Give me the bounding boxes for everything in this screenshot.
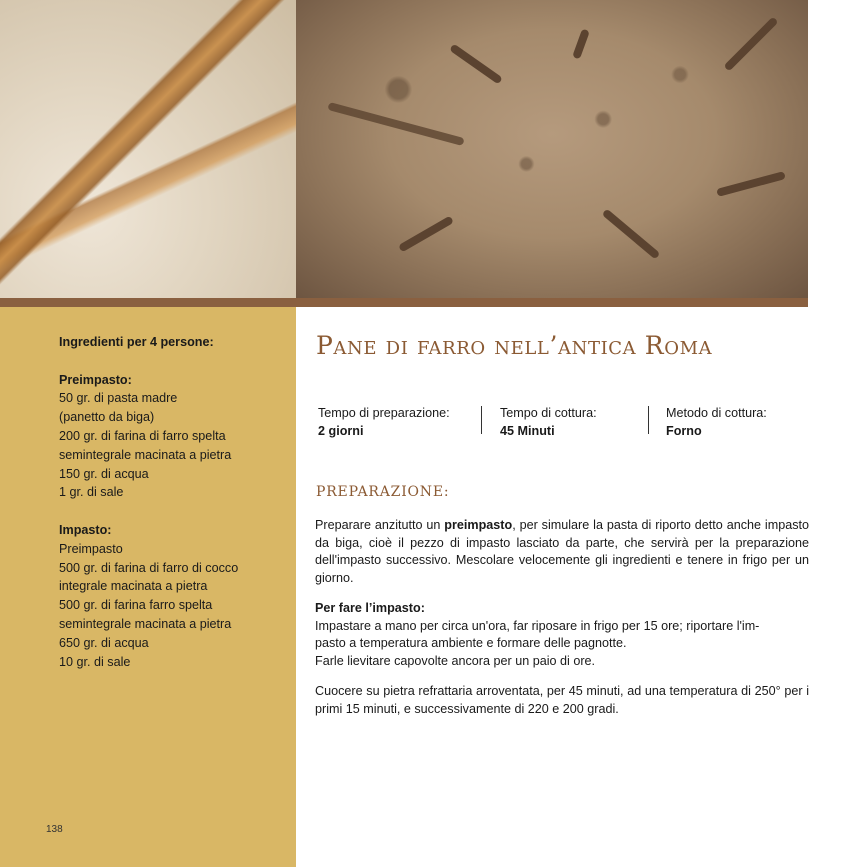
paragraph-text: , per simulare la pasta di riporto detto anche impasto da biga, cioè il pezzo di impasto lasciato da parte, che servirà per la preparazione dell'impasto successivo. Mescolare velocemente gli ingredienti e tenere in frigo per un giorno.	[315, 518, 810, 585]
photo-spelt-bread	[296, 0, 808, 298]
cook-method	[666, 404, 767, 440]
ingredient-item: integrale macinata a pietra	[59, 579, 208, 594]
preparation-paragraph-2	[315, 600, 809, 670]
recipe-title: Pane di farro nell’antica Roma	[316, 331, 713, 360]
bread-score-mark	[449, 44, 503, 85]
ingredient-item: Preimpasto	[59, 541, 123, 556]
ingredient-item: semintegrale macinata a pietra	[59, 616, 232, 631]
meta-separator	[481, 406, 482, 434]
meta-separator	[648, 406, 649, 434]
cook-time-value: 45 Minuti	[500, 424, 555, 438]
bread-score-mark	[602, 208, 661, 259]
bread-score-mark	[723, 16, 778, 71]
ingredient-item: 500 gr. di farina di farro di cocco	[59, 560, 239, 575]
ingredient-item: 10 gr. di sale	[59, 654, 131, 669]
prep-time-value: 2 giorni	[318, 424, 364, 438]
paragraph-bold-text: preimpasto	[444, 518, 513, 532]
cook-time	[500, 404, 597, 440]
ingredient-item: semintegrale macinata a pietra	[59, 447, 232, 462]
bread-score-mark	[398, 216, 454, 253]
divider-bar	[0, 298, 808, 307]
prep-time-label: Tempo di preparazione:	[318, 406, 450, 420]
ingredient-item: 650 gr. di acqua	[59, 635, 149, 650]
paragraph-text: Preparare anzitutto un	[315, 518, 445, 532]
bread-score-mark	[327, 102, 464, 146]
prep-time	[318, 404, 450, 440]
bread-score-mark	[716, 171, 786, 197]
cook-method-label: Metodo di cottura:	[666, 406, 767, 420]
cook-time-label: Tempo di cottura:	[500, 406, 597, 420]
impasto-subheading: Per fare l’impasto:	[315, 601, 425, 615]
paragraph-line: pasto a temperatura ambiente e formare delle pagnotte.	[315, 636, 627, 651]
ingredient-item: 150 gr. di acqua	[59, 466, 149, 481]
ingredient-item: 1 gr. di sale	[59, 485, 124, 500]
cook-method-value: Forno	[666, 424, 702, 438]
impasto-heading: Impasto:	[59, 522, 112, 537]
photo-rolling-pin-dough	[0, 0, 296, 298]
ingredient-item: 50 gr. di pasta madre	[59, 391, 178, 406]
preparation-paragraph-3: Cuocere su pietra refrattaria arroventata, per 45 minuti, ad una temperatura di 250° per i primi 15 minuti, e successivamente di 220 e 200 gradi.	[315, 684, 809, 716]
paragraph-line: Farle lievitare capovolte ancora per un paio di ore.	[315, 653, 596, 668]
ingredient-item: 500 gr. di farina farro spelta	[59, 598, 213, 613]
ingredients-list	[59, 333, 289, 671]
preparation-heading: PREPARAZIONE:	[316, 484, 450, 500]
paragraph-line: Impastare a mano per circa un'ora, far riposare in frigo per 15 ore; riportare l'im-	[315, 618, 760, 633]
preimpasto-heading: Preimpasto:	[59, 372, 132, 387]
ingredient-item: 200 gr. di farina di farro spelta	[59, 428, 226, 443]
ingredients-heading: Ingredienti per 4 persone:	[59, 335, 214, 349]
page-number: 138	[46, 824, 63, 835]
bread-score-mark	[572, 29, 590, 60]
preparation-paragraph-1	[315, 517, 809, 587]
ingredient-item: (panetto da biga)	[59, 410, 155, 425]
